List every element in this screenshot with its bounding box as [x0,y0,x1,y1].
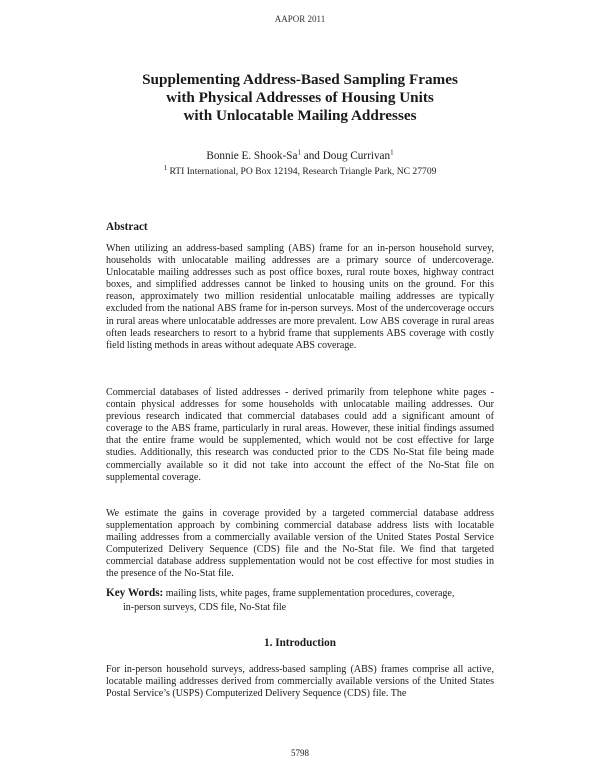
affiliation-mark: 1 [163,163,168,172]
abstract-paragraph-2: Commercial databases of listed addresses - derived primarily from telephone white pages - contain physical addresses for some households with unlocatable mailing addresses. Our previous research indicated that commercial databases could add a significant amount of coverage to the ABS frame, particularly in rural areas. However, these initial findings assumed that the entire frame would be supplemented, which would not be cost effective for large studies. Additionally, this research was conducted prior to the CDS No-Stat file being made commercially available so it did not take into account the effect of the No-Stat file on supplemental coverage. [106,387,494,483]
introduction-heading: 1. Introduction [264,637,336,649]
author-conjunction: and [300,150,323,162]
author-list [0,150,600,162]
abstract-paragraph-1: When utilizing an address-based sampling (ABS) frame for an in-person household survey, households with unlocatable mailing addresses are a primary source of undercoverage. Unlocatable mailing addresses such as post office boxes, rural route boxes, highway contract boxes, and simplified addresses cannot be linked to housing units on the ground. For this reason, approximately two million residential unlocatable mailing addresses are typically excluded from the national ABS frame for in-person surveys. Most of the undercoverage occurs in rural areas where unlocatable addresses are more prevalent. Low ABS coverage in rural areas often leads researchers to resort to a hybrid frame that supplements ABS coverage with costly field listing methods in areas without adequate ABS coverage. [106,243,494,351]
affiliation [0,163,600,177]
page-number: 5798 [291,748,309,758]
paper-title [60,71,540,125]
title-line-2: with Physical Addresses of Housing Units [166,89,434,106]
keywords [106,587,494,614]
introduction-paragraph: For in-person household surveys, address-based sampling (ABS) frames comprise all active, locatable mailing addresses derived from commercially available versions of the United States Postal Service’s (USPS) Computerized Delivery Sequence (CDS) file. The [106,664,494,700]
keywords-line-1 [106,587,494,601]
author-2-affiliation-mark: 1 [390,148,394,157]
title-line-3: with Unlocatable Mailing Addresses [183,107,417,124]
conference-header: AAPOR 2011 [274,14,326,24]
author-1-affiliation-mark: 1 [297,148,301,157]
author-2: Doug Currivan [322,150,391,162]
keywords-label: Key Words: [106,587,164,599]
affiliation-text: RTI International, PO Box 12194, Research Triangle Park, NC 27709 [167,166,437,177]
keywords-line-2: in-person surveys, CDS file, No-Stat file [123,601,287,613]
author-1: Bonnie E. Shook-Sa [206,150,298,162]
keywords-text-1: mailing lists, white pages, frame supplementation procedures, coverage, [163,588,455,599]
abstract-heading: Abstract [106,221,148,233]
abstract-paragraph-3: We estimate the gains in coverage provided by a targeted commercial database address supplementation approach by combining commercial database address lists with locatable mailing addresses from a commercially available version of the United States Postal Service Computerized Delivery Sequence (CDS) file and the No-Stat file. We find that targeted commercial database address supplementation would not be cost effective for most studies in the presence of the No-Stat file. [106,508,494,580]
title-line-1: Supplementing Address-Based Sampling Frames [142,71,458,88]
